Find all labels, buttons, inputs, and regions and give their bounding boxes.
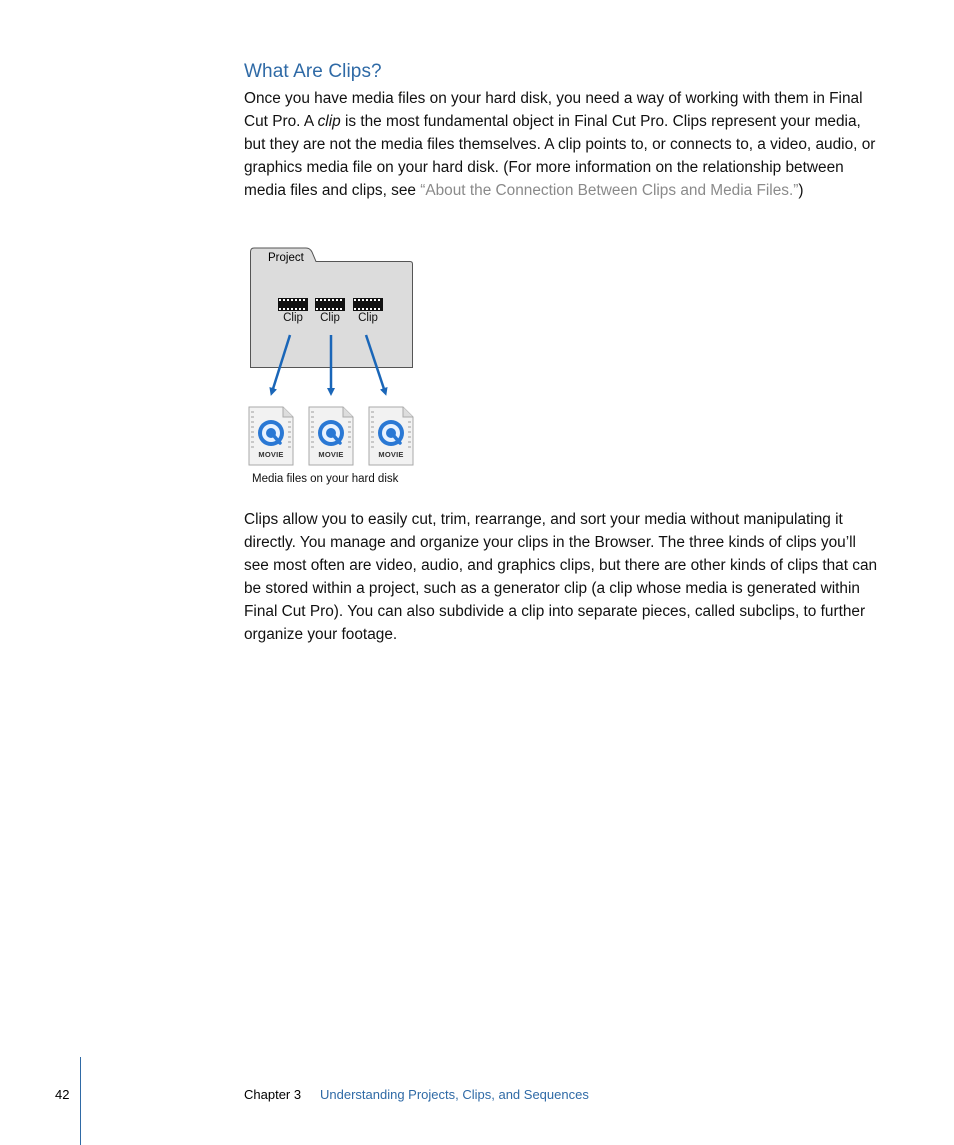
intro-text-b: is the most fundamental object in Final Cut Pro. Clips represent your media, but they are not the media files themselves. A clip points to, or connects to, a video, audio, or graphics media file on your hard disk. (For more information on the relationship between media files and clips, see [244, 113, 876, 199]
movie-file [307, 405, 355, 467]
clip-label: Clip [358, 312, 378, 324]
clip-term: clip [317, 113, 341, 130]
arrows [240, 240, 430, 410]
arrow-icon [366, 335, 385, 392]
section-heading: What Are Clips? [244, 61, 382, 82]
movie-file [367, 405, 415, 467]
clips-paragraph: Clips allow you to easily cut, trim, rearrange, and sort your media without manipulating it directly. You manage and organize your clips in the Browser. The three kinds of clips you’ll see most often are video, audio, and graphics clips, but there are other kinds of clips that can be stored within a project, such as a generator clip (a clip whose media is generated within Final Cut Pro). You can also subdivide a clip into separate pieces, called subclips, to further organize your footage. [244, 511, 878, 643]
page-number: 42 [55, 1087, 70, 1102]
movie-label: MOVIE [258, 450, 284, 459]
intro-text-a: Once you have media files on your hard disk, you need a way of working with them in Final Cut Pro. A [244, 90, 863, 130]
chapter-label: Chapter 3 [244, 1087, 302, 1102]
intro-text-c: ) [798, 182, 804, 199]
intro-paragraph [244, 87, 884, 202]
clips-media-diagram [240, 240, 430, 500]
media-files-caption: Media files on your hard disk [252, 473, 399, 485]
clip-label: Clip [320, 312, 340, 324]
movie-file [247, 405, 295, 467]
chapter-title: Understanding Projects, Clips, and Sequences [320, 1087, 589, 1102]
movie-label: MOVIE [378, 450, 404, 459]
movie-label: MOVIE [318, 450, 344, 459]
clip-label: Clip [283, 312, 303, 324]
footer-divider [80, 1057, 81, 1145]
project-label: Project [268, 252, 304, 264]
cross-reference-link[interactable]: “About the Connection Between Clips and Media Files.” [420, 182, 799, 199]
arrow-icon [272, 335, 290, 392]
